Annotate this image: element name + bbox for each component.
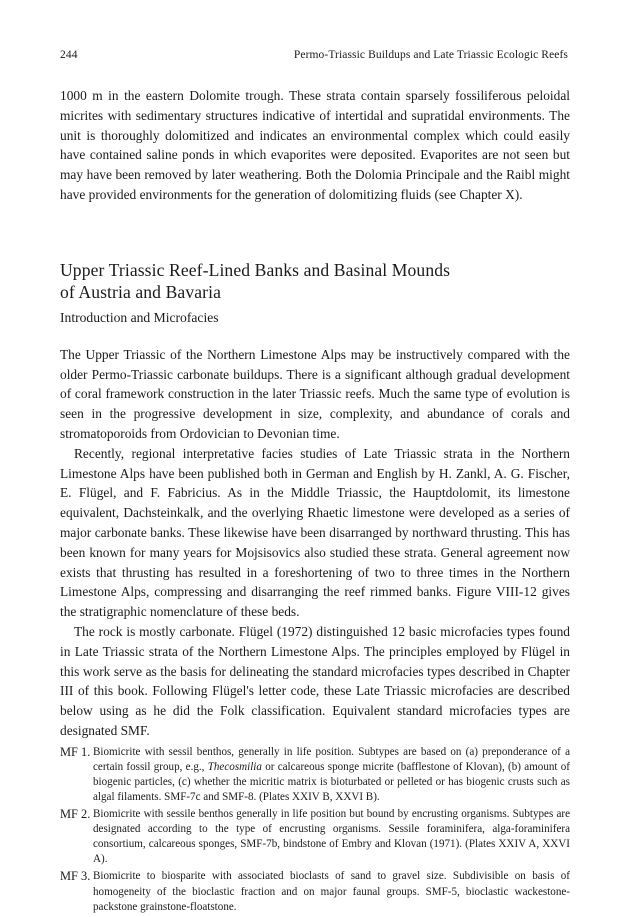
- microfacies-description: Biomicrite to biosparite with associated bioclasts of sand to gravel size. Subdivisible on basis of homogeneity of the bioclastic fraction and on major faunal groups. SMF-5, bioclastic wackestone-packstone grainstone-floatstone.: [93, 870, 570, 913]
- microfacies-text-part: or calcareous sponge micrite (bafflestone of Klovan), (b) amount of biogenic particles, (c) whether the micritic matrix is bioturbated or pelleted or has biogenic crusts such as algal filaments. SMF-7c and SMF-8. (Plates XXIV B, XXVI B).: [93, 760, 570, 803]
- running-title: Permo-Triassic Buildups and Late Triassic Ecologic Reefs: [293, 49, 568, 61]
- microfacies-description: Biomicrite with sessile benthos generally in life position but bound by encrusting organisms. Subtypes are designated according to the type of encrusting organisms. Sessile foraminifera, alga-foraminifera consortium, calcareous sponges, SMF-7b, bindstone of Embry and Klovan (1971). (Plates XXIV A, XXVI A).: [93, 808, 570, 866]
- microfacies-text-part: Biomicrite with sessil benthos, generally in life position. Subtypes are based on (a) preponderance of a certain fossil group, e.g.,: [93, 745, 570, 773]
- microfacies-item-mf3: [60, 869, 570, 914]
- body-paragraph-3: The rock is mostly carbonate. Flügel (1972) distinguished 12 basic microfacies types found in Late Triassic strata of the Northern Limestone Alps. The principles employed by Flügel in this work serve as the basis for delineating the standard microfacies types described in Chapter III of this book. Following Flügel's letter code, these Late Triassic microfacies are described below using as he did the Folk classification. Equivalent standard microfacies types are designated SMF.: [60, 623, 570, 738]
- section-title: [60, 259, 570, 303]
- section-title-line-1: Upper Triassic Reef-Lined Banks and Basinal Mounds: [60, 259, 451, 280]
- intro-paragraph: 1000 m in the eastern Dolomite trough. These strata contain sparsely fossiliferous peloidal micrites with sedimentary structures indicative of intertidal and supratidal environments. The unit is thoroughly dolomitized and indicates an environmental complex which could easily have contained saline ponds in which evaporites were deposited. Evaporites are not seen but may have been removed by later weathering. Both the Dolomia Principale and the Raibl might have provided environments for the generation of dolomitizing fluids (see Chapter X).: [60, 88, 570, 202]
- microfacies-code: MF 2.: [60, 807, 91, 822]
- microfacies-item-mf1: [60, 745, 570, 805]
- taxon-name: Thecosmilia: [207, 760, 262, 773]
- page: [60, 48, 570, 917]
- page-number: 244: [60, 49, 78, 61]
- running-head: [60, 48, 570, 62]
- microfacies-description: [93, 745, 570, 805]
- microfacies-code: MF 3.: [60, 869, 91, 884]
- microfacies-item-mf2: [60, 807, 570, 867]
- microfacies-code: MF 1.: [60, 744, 91, 759]
- subsection-title: Introduction and Microfacies: [60, 309, 219, 325]
- section-title-line-2: of Austria and Bavaria: [60, 281, 221, 302]
- body-paragraph-1: The Upper Triassic of the Northern Limestone Alps may be instructively compared with the older Permo-Triassic carbonate buildups. There is a significant although gradual development of coral framework construction in the later Triassic reefs. Much the same type of evolution is seen in the progressive development in size, complexity, and abundance of corals and stromatoporoids from Ordovician to Devonian time.: [60, 346, 570, 441]
- body-paragraph-2: Recently, regional interpretative facies studies of Late Triassic strata in the Northern Limestone Alps have been published both in German and English by H. Zankl, A. G. Fischer, E. Flügel, and F. Fabricius. As in the Middle Triassic, the Hauptdolomit, its limestone equivalent, Dachsteinkalk, and the overlying Rhaetic limestone were developed as a series of major carbonate banks. These likewise have been disarranged by northward thrusting. This has been known for many years for Mojsisovics also studied these strata. General agreement now exists that thrusting has resulted in a foreshortening of two to three times in the Northern Limestone Alps, compressing and disarranging the reef rimmed banks. Figure VIII-12 gives the stratigraphic nomenclature of these beds.: [60, 445, 570, 620]
- microfacies-list: [60, 745, 570, 915]
